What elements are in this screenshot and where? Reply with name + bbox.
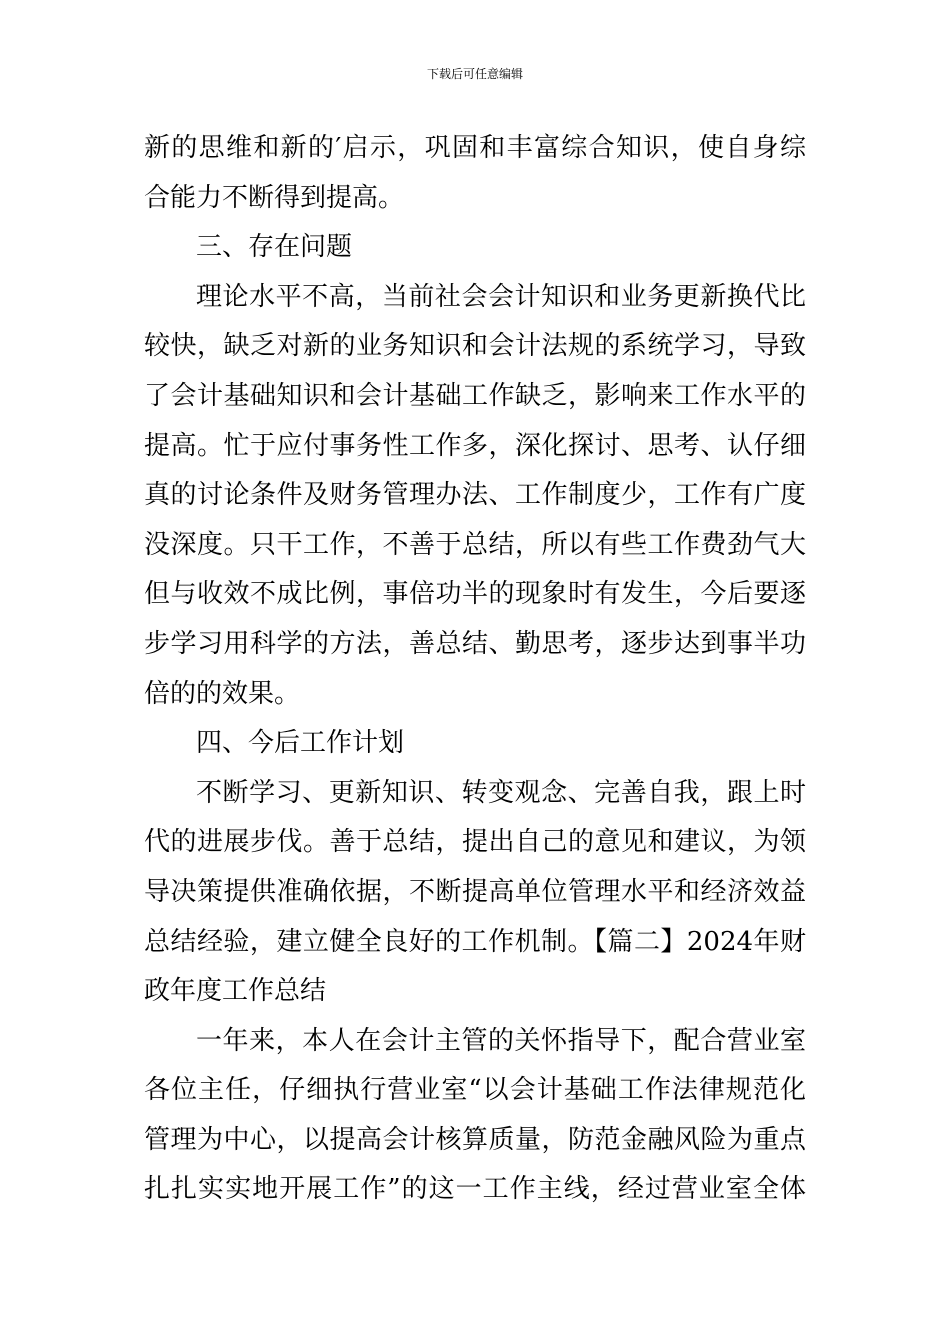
text-line: 代的进展步伐。善于总结，提出自己的意见和建议，为领 <box>144 827 806 858</box>
text-line: 提高。忙于应付事务性工作多，深化探讨、思考、认仔细 <box>144 430 806 461</box>
text-line: 合能力不断得到提高。 <box>144 182 405 213</box>
text-line: 但与收效不成比例，事倍功半的现象时有发生，今后要逐 <box>144 579 806 610</box>
text-line: 一年来，本人在会计主管的关怀指导下，配合营业室 <box>196 1025 806 1056</box>
section-heading: 三、存在问题 <box>196 232 353 263</box>
page-header: 下载后可任意编辑 <box>426 67 523 81</box>
text-line: 新的思维和新的′启示，巩固和丰富综合知识，使自身综 <box>144 133 806 163</box>
text-line: 政年度工作总结 <box>144 976 327 1007</box>
text-line: 理论水平不高，当前社会会计知识和业务更新换代比 <box>196 281 806 312</box>
text-line: 没深度。只干工作，不善于总结，所以有些工作费劲气大 <box>144 529 806 560</box>
text-line: 步学习用科学的方法，善总结、勤思考，逐步达到事半功 <box>144 628 806 659</box>
document-body <box>144 124 806 1215</box>
text-line: 不断学习、更新知识、转变观念、完善自我，跟上时 <box>196 777 806 808</box>
section-heading: 四、今后工作计划 <box>196 728 405 759</box>
text-line: 扎扎实实地开展工作”的这一工作主线，经过营业室全体 <box>144 1174 806 1205</box>
text-line: 了会计基础知识和会计基础工作缺乏，影响来工作水平的 <box>144 380 806 411</box>
text-line: 管理为中心，以提高会计核算质量，防范金融风险为重点 <box>144 1124 806 1155</box>
text-line: 各位主任，仔细执行营业室“以会计基础工作法律规范化 <box>144 1075 806 1106</box>
text-line: 真的讨论条件及财务管理办法、工作制度少，工作有广度 <box>144 480 806 511</box>
text-line: 导决策提供准确依据，不断提高单位管理水平和经济效益 <box>144 876 806 907</box>
text-line: 倍的的效果。 <box>144 678 301 709</box>
text-line: 较快，缺乏对新的业务知识和会计法规的系统学习，导致 <box>144 331 806 362</box>
text-line: 总结经验，建立健全良好的工作机制。【篇二】2024年财 <box>144 926 806 957</box>
